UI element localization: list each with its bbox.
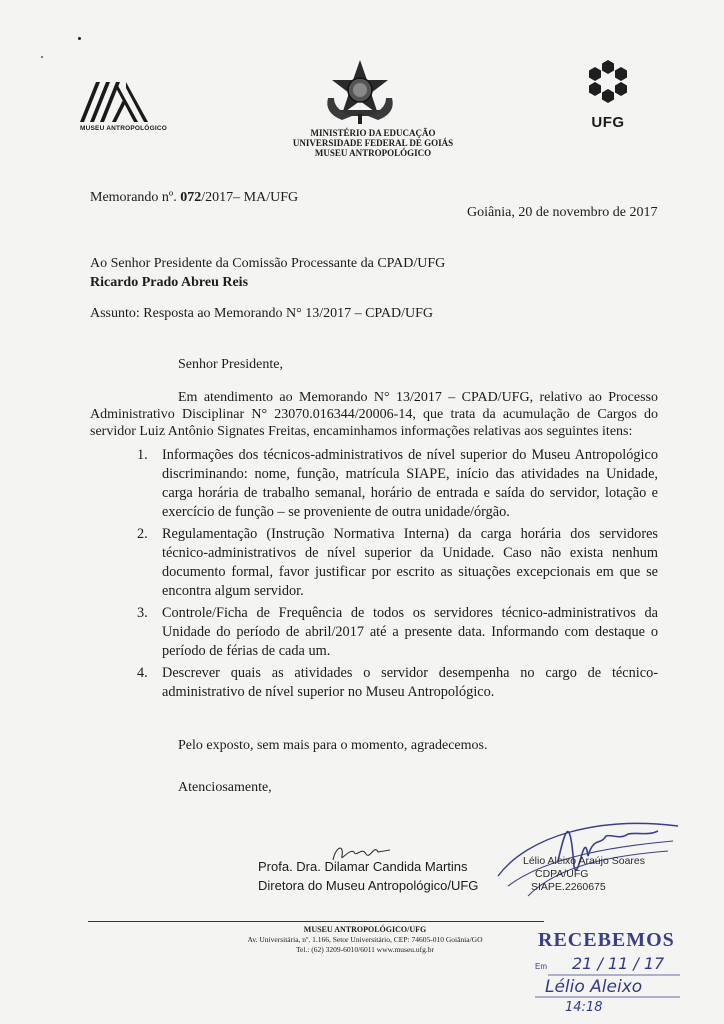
received-time: 14:18 [565,1000,603,1015]
footer-phone: Tel.: (62) 3209-6010/6011 www.museu.ufg.br [295,945,435,954]
request-items-list [137,446,658,705]
item-number: 1. [137,447,148,463]
footer-divider [88,921,544,922]
item-text: Controle/Ficha de Frequência de todos os servidores técnico-administrativos da Unidade do período de abril/2017 até a presente data. Informando com destaque o período de férias de cada um. [162,605,658,659]
cpad-stamp-org: CDPA/UFG [535,868,589,880]
cpad-stamp-siape: SIAPE.2260675 [531,881,606,893]
memo-number-suffix: /2017– MA/UFG [201,190,299,205]
university-line: UNIVERSIDADE FEDERAL DE GOIÁS [292,138,454,148]
memo-number-value: 072 [180,190,202,205]
received-stamp-em: Em [535,962,547,971]
list-item [137,446,658,522]
ufg-logo [578,57,638,131]
cpad-stamp-name: Lélio Aleixo Araújo Soares [523,855,645,867]
received-date: 21 / 11 / 17 [572,954,665,973]
item-text: Informações dos técnicos-administrativos de nível superior do Museu Antropológico discriminando: nome, função, matrícula SIAPE, início das atividades na Unidade, carga horária de trabalho semanal, horário de entrada e saída do servidor, lotação e exercício de função – se proveniente de outra unidade/órgão. [162,447,658,520]
received-stamp-label: RECEBEMOS [538,929,675,951]
signature-block [258,857,518,895]
footer-title: MUSEU ANTROPOLÓGICO/UFG [303,925,427,934]
coat-of-arms-emblem [322,58,398,131]
city-date: Goiânia, 20 de novembro de 2017 [467,205,658,220]
memo-number-prefix: Memorando nº. [90,190,181,205]
item-text: Descrever quais as atividades o servidor desempenha no cargo de técnico-administrativo de nível superior no Museu Antropológico. [162,665,658,700]
list-item [137,664,658,702]
list-item [137,604,658,661]
museum-logo-caption: MUSEU ANTROPOLÓGICO [80,125,167,132]
museum-line: MUSEU ANTROPOLÓGICO [314,148,432,158]
recipient-line: Ao Senhor Presidente da Comissão Processante da CPAD/UFG [90,256,446,271]
received-by-name: Lélio Aleixo [545,977,643,997]
footer [200,925,530,955]
recipient-name: Ricardo Prado Abreu Reis [90,275,249,290]
museum-logo-icon [80,78,160,122]
speck [41,56,43,58]
ministry-line: MINISTÉRIO DA EDUCAÇÃO [310,128,436,138]
intro-paragraph: Em atendimento ao Memorando N° 13/2017 – CPAD/UFG, relativo ao Processo Administrativo Disciplinar N° 23070.016344/20006-14, que trata da acumulação de Cargos do servidor Luiz Antônio Signates Freitas, encaminhamos informações relativas aos seguintes itens: [90,390,658,439]
regards: Atenciosamente, [178,780,272,795]
item-text: Regulamentação (Instrução Normativa Interna) da carga horária dos servidores técnico-administrativos de nível superior da Unidade. Caso não exista nenhum documento formal, favor justificar por escrito as situações excepcionais em que se encontra algum servidor. [162,526,658,599]
letterhead-titles [250,128,496,158]
item-number: 2. [137,526,148,542]
museum-logo [80,78,170,132]
list-item [137,525,658,601]
ufg-logo-text: UFG [591,114,625,131]
memo-number [90,190,298,206]
recipient [90,254,445,292]
signer-name: Profa. Dra. Dilamar Candida Martins [258,859,468,874]
item-number: 4. [137,665,148,681]
closing-sentence: Pelo exposto, sem mais para o momento, agradecemos. [178,738,488,753]
speck [78,37,81,40]
signer-title: Diretora do Museu Antropológico/UFG [258,878,479,893]
subject-line: Assunto: Resposta ao Memorando N° 13/2017 – CPAD/UFG [90,306,434,321]
item-number: 3. [137,605,148,621]
cpad-stamp [523,855,645,894]
coat-of-arms-icon [322,58,398,126]
salutation: Senhor Presidente, [178,357,283,372]
ufg-hexagon-icon [583,57,633,107]
footer-address: Av. Universitária, nº. 1.166, Setor Universitário, CEP: 74605-010 Goiânia/GO [247,935,483,944]
